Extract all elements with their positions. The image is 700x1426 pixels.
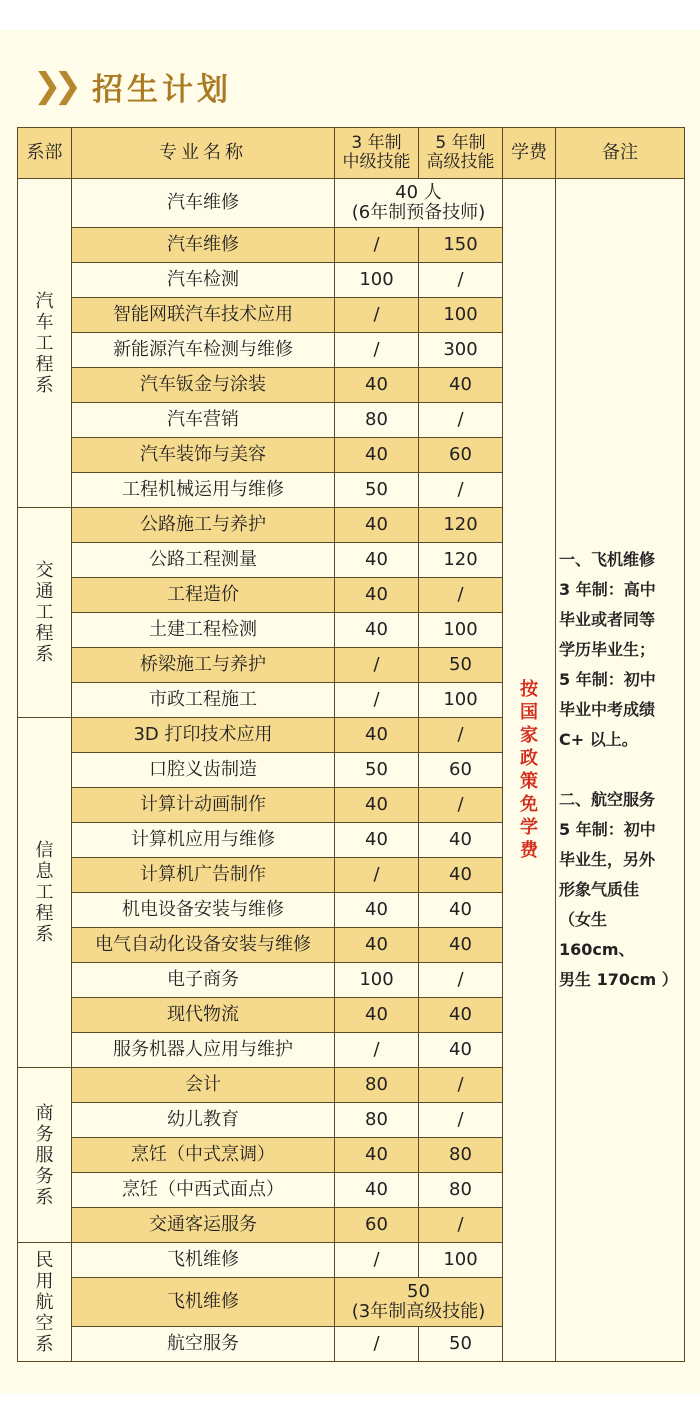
section-title: 招生计划	[91, 71, 232, 108]
quota-5yr: /	[419, 1208, 503, 1243]
major-cell: 土建工程检测	[72, 613, 335, 648]
quota-5yr: /	[419, 1068, 503, 1103]
quota-3yr: 100	[335, 963, 419, 998]
major-cell: 计算机广告制作	[72, 858, 335, 893]
major-cell: 汽车钣金与涂装	[72, 368, 335, 403]
header-fee: 学费	[503, 128, 556, 179]
quota-5yr: 80	[419, 1138, 503, 1173]
quota-5yr: 40	[419, 823, 503, 858]
quota-3yr: /	[335, 858, 419, 893]
quota-5yr: 40	[419, 928, 503, 963]
quota-5yr: 60	[419, 753, 503, 788]
quota-5yr: /	[419, 963, 503, 998]
quota-5yr: /	[419, 578, 503, 613]
quota-5yr: 60	[419, 438, 503, 473]
major-cell: 计算计动画制作	[72, 788, 335, 823]
major-cell: 工程机械运用与维修	[72, 473, 335, 508]
major-cell: 公路工程测量	[72, 543, 335, 578]
major-cell: 电气自动化设备安装与维修	[72, 928, 335, 963]
quota-3yr: 40	[335, 1138, 419, 1173]
bottom-band	[0, 1393, 700, 1426]
quota-5yr: 40	[419, 998, 503, 1033]
major-cell: 公路施工与养护	[72, 508, 335, 543]
quota-3yr: /	[335, 333, 419, 368]
quota-5yr: 150	[419, 228, 503, 263]
quota-3yr: 50	[335, 473, 419, 508]
quota-3yr: 40	[335, 1173, 419, 1208]
quota-5yr: /	[419, 788, 503, 823]
quota-5yr: 50	[419, 648, 503, 683]
major-cell: 飞机维修	[72, 1243, 335, 1278]
quota-3yr: 50	[335, 753, 419, 788]
section-heading	[33, 64, 232, 108]
header-3year: 3 年制 中级技能	[335, 128, 419, 179]
quota-3yr: 80	[335, 403, 419, 438]
quota-3yr: /	[335, 1033, 419, 1068]
quota-5yr: /	[419, 403, 503, 438]
top-band	[0, 0, 700, 30]
major-cell: 新能源汽车检测与维修	[72, 333, 335, 368]
tuition-free-cell: 按国家政策免学费	[503, 179, 556, 1362]
quota-5yr: 100	[419, 298, 503, 333]
quota-3yr: /	[335, 683, 419, 718]
dept-auto: 汽车工程系	[18, 179, 72, 508]
quota-5yr: 40	[419, 368, 503, 403]
quota-5yr: /	[419, 473, 503, 508]
quota-3yr: /	[335, 228, 419, 263]
header-major: 专业名称	[72, 128, 335, 179]
notes-cell: 一、飞机维修 3 年制：高中 毕业或者同等 学历毕业生； 5 年制：初中 毕业中考成绩 C+ 以上。 二、航空服务 5 年制：初中 毕业生，另外 形象气质佳 （女生160cm、 男生 170cm ）	[556, 179, 685, 1362]
quota-5yr: 120	[419, 543, 503, 578]
table-header-row	[18, 128, 685, 179]
major-cell: 汽车检测	[72, 263, 335, 298]
quota-3yr: 80	[335, 1068, 419, 1103]
double-chevron-icon: ❯❯	[33, 66, 74, 106]
quota-3yr: /	[335, 1327, 419, 1362]
major-cell: 汽车维修	[72, 228, 335, 263]
quota-5yr: 40	[419, 893, 503, 928]
major-cell: 烹饪（中西式面点）	[72, 1173, 335, 1208]
quota-3yr: 40	[335, 578, 419, 613]
major-cell: 汽车营销	[72, 403, 335, 438]
major-cell: 汽车装饰与美容	[72, 438, 335, 473]
quota-5yr: 300	[419, 333, 503, 368]
merged-quota-cell: 50 (3年制高级技能)	[335, 1278, 503, 1327]
major-cell: 服务机器人应用与维护	[72, 1033, 335, 1068]
major-cell: 机电设备安装与维修	[72, 893, 335, 928]
major-cell: 汽车维修	[72, 179, 335, 228]
major-cell: 3D 打印技术应用	[72, 718, 335, 753]
quota-3yr: 40	[335, 823, 419, 858]
major-cell: 交通客运服务	[72, 1208, 335, 1243]
quota-3yr: 80	[335, 1103, 419, 1138]
major-cell: 幼儿教育	[72, 1103, 335, 1138]
header-5year: 5 年制 高级技能	[419, 128, 503, 179]
dept-biz: 商务服务系	[18, 1068, 72, 1243]
major-cell: 计算机应用与维修	[72, 823, 335, 858]
quota-3yr: 100	[335, 263, 419, 298]
major-cell: 电子商务	[72, 963, 335, 998]
quota-3yr: /	[335, 298, 419, 333]
quota-5yr: 80	[419, 1173, 503, 1208]
quota-5yr: /	[419, 718, 503, 753]
quota-3yr: 40	[335, 543, 419, 578]
major-cell: 航空服务	[72, 1327, 335, 1362]
quota-3yr: 60	[335, 1208, 419, 1243]
quota-5yr: 40	[419, 858, 503, 893]
merged-quota-cell: 40 人 (6年制预备技师)	[335, 179, 503, 228]
table-row	[18, 179, 685, 228]
major-cell: 口腔义齿制造	[72, 753, 335, 788]
header-dept: 系部	[18, 128, 72, 179]
dept-info: 信息工程系	[18, 718, 72, 1068]
major-cell: 现代物流	[72, 998, 335, 1033]
quota-3yr: 40	[335, 928, 419, 963]
quota-3yr: 40	[335, 718, 419, 753]
quota-5yr: 120	[419, 508, 503, 543]
major-cell: 桥梁施工与养护	[72, 648, 335, 683]
quota-3yr: 40	[335, 788, 419, 823]
major-cell: 工程造价	[72, 578, 335, 613]
quota-5yr: 50	[419, 1327, 503, 1362]
major-cell: 智能网联汽车技术应用	[72, 298, 335, 333]
major-cell: 市政工程施工	[72, 683, 335, 718]
quota-3yr: 40	[335, 998, 419, 1033]
quota-3yr: 40	[335, 368, 419, 403]
quota-3yr: 40	[335, 893, 419, 928]
quota-5yr: 100	[419, 1243, 503, 1278]
major-cell: 烹饪（中式烹调）	[72, 1138, 335, 1173]
quota-5yr: /	[419, 263, 503, 298]
quota-5yr: 100	[419, 683, 503, 718]
quota-3yr: 40	[335, 508, 419, 543]
major-cell: 飞机维修	[72, 1278, 335, 1327]
quota-5yr: /	[419, 1103, 503, 1138]
quota-3yr: 40	[335, 438, 419, 473]
quota-5yr: 100	[419, 613, 503, 648]
quota-3yr: /	[335, 1243, 419, 1278]
dept-traffic: 交通工程系	[18, 508, 72, 718]
enrollment-plan-table	[17, 127, 685, 1362]
header-note: 备注	[556, 128, 685, 179]
major-cell: 会计	[72, 1068, 335, 1103]
quota-3yr: 40	[335, 613, 419, 648]
quota-5yr: 40	[419, 1033, 503, 1068]
dept-aviation: 民用航空系	[18, 1243, 72, 1362]
quota-3yr: /	[335, 648, 419, 683]
